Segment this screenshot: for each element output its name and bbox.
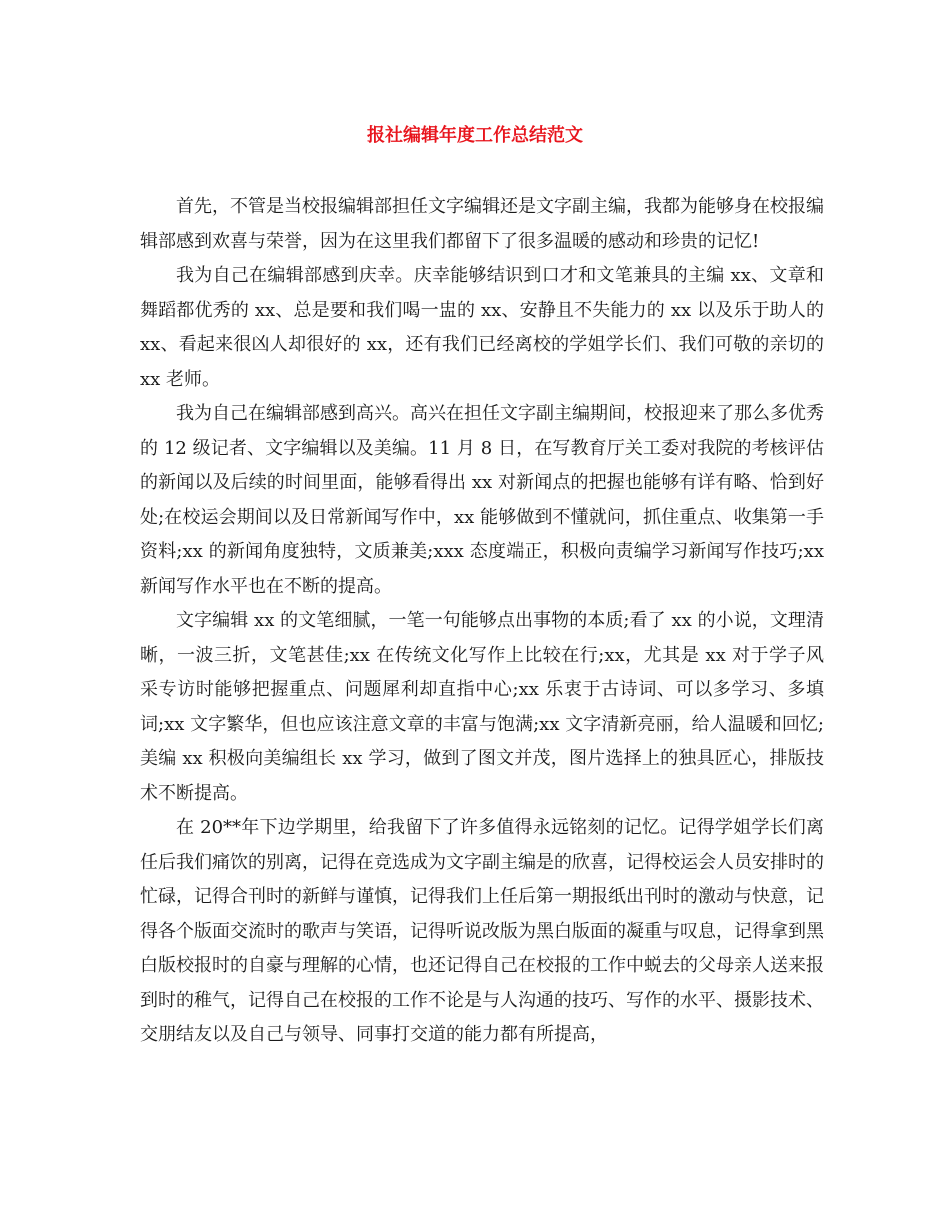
paragraph: 首先，不管是当校报编辑部担任文字编辑还是文字副主编，我都为能够身在校报编辑部感到欢喜与荣誉，因为在这里我们都留下了很多温暖的感动和珍贵的记忆! [140,196,824,252]
paragraph: 我为自己在编辑部感到高兴。高兴在担任文字副主编期间，校报迎来了那么多优秀的 12 级记者、文字编辑以及美编。11 月 8 日，在写教育厅关工委对我院的考核评估的新闻以及后续的时间里面，能够看得出 xx 对新闻点的把握也能够有详有略、恰到好处;在校运会期间以及日常新闻写作中，xx 能够做到不懂就问，抓住重点、收集第一手资料;xx 的新闻角度独特，文质兼美;xxx 态度端正，积极向责编学习新闻写作技巧;xx 新闻写作水平也在不断的提高。 [140,403,824,597]
paragraph: 文字编辑 xx 的文笔细腻，一笔一句能够点出事物的本质;看了 xx 的小说，文理清晰，一波三折，文笔甚佳;xx 在传统文化写作上比较在行;xx，尤其是 xx 对于学子风采专访时能够把握重点、问题犀利却直指中心;xx 乐衷于古诗词、可以多学习、多填词;xx 文字繁华，但也应该注意文章的丰富与饱满;xx 文字清新亮丽，给人温暖和回忆;美编 xx 积极向美编组长 xx 学习，做到了图文并茂，图片选择上的独具匠心，排版技术不断提高。 [140,610,824,804]
paragraph: 我为自己在编辑部感到庆幸。庆幸能够结识到口才和文笔兼具的主编 xx、文章和舞蹈都优秀的 xx、总是要和我们喝一盅的 xx、安静且不失能力的 xx 以及乐于助人的 xx、看起来很凶人却很好的 xx，还有我们已经离校的学姐学长们、我们可敬的亲切的 xx 老师。 [140,265,824,390]
paragraph: 在 20**年下边学期里，给我留下了许多值得永远铭刻的记忆。记得学姐学长们离任后我们痛饮的别离，记得在竞选成为文字副主编是的欣喜，记得校运会人员安排时的忙碌，记得合刊时的新鲜与谨慎，记得我们上任后第一期报纸出刊时的激动与快意，记得各个版面交流时的歌声与笑语，记得听说改版为黑白版面的凝重与叹息，记得拿到黑白版校报时的自豪与理解的心情，也还记得自己在校报的工作中蜕去的父母亲人送来报到时的稚气，记得自己在校报的工作不论是与人沟通的技巧、写作的水平、摄影技术、交朋结友以及自己与领导、同事打交道的能力都有所提高， [140,817,824,1045]
document-body [140,190,824,1053]
document-title: 报社编辑年度工作总结范文 [367,125,583,146]
